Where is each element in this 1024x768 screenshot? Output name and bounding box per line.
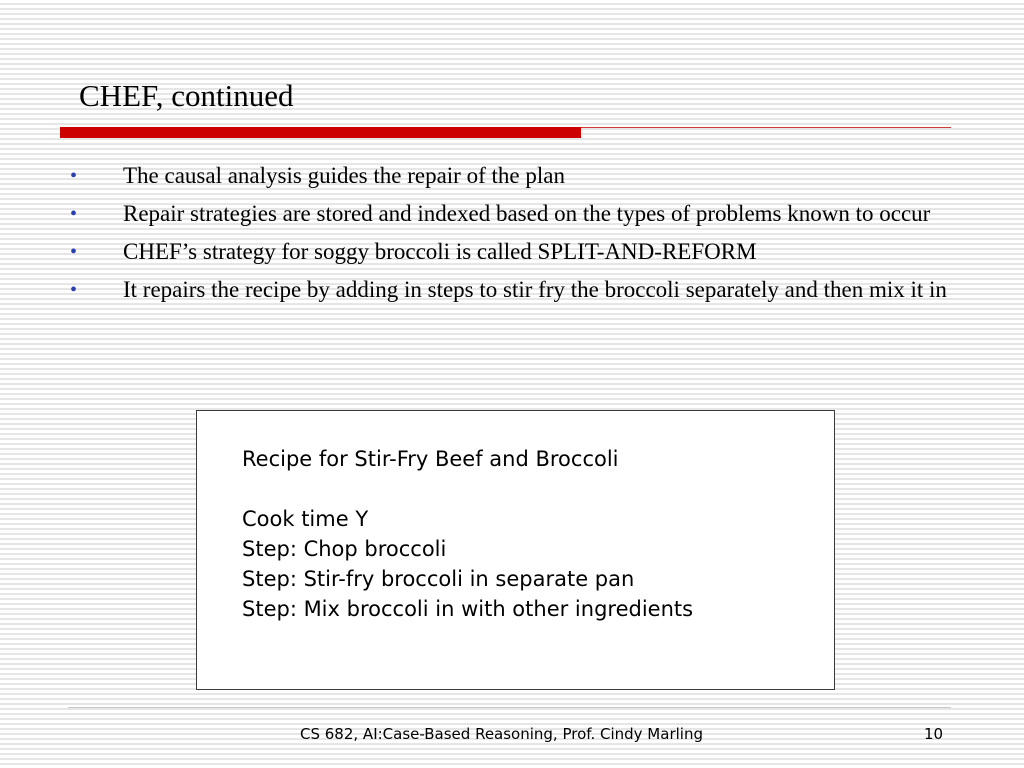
bullet-list bbox=[0, 159, 1024, 311]
bullet-icon: • bbox=[70, 203, 78, 225]
bullet-item bbox=[0, 159, 953, 193]
slide-title: CHEF, continued bbox=[79, 78, 294, 113]
recipe-box bbox=[196, 410, 835, 690]
bullet-text: Repair strategies are stored and indexed based on the types of problems known to occur bbox=[123, 201, 931, 226]
page-number: 10 bbox=[924, 725, 944, 743]
recipe-line: Cook time Y bbox=[242, 507, 369, 531]
bullet-text: It repairs the recipe by adding in steps to stir fry the broccoli separately and then mix it in bbox=[123, 277, 947, 302]
recipe-title: Recipe for Stir-Fry Beef and Broccoli bbox=[242, 447, 619, 471]
bullet-icon: • bbox=[70, 279, 78, 301]
footer-text: CS 682, AI:Case-Based Reasoning, Prof. Cindy Marling bbox=[300, 725, 703, 743]
bullet-icon: • bbox=[70, 165, 78, 187]
footer-divider bbox=[68, 707, 951, 708]
bullet-text: CHEF’s strategy for soggy broccoli is called SPLIT-AND-REFORM bbox=[123, 239, 757, 264]
recipe-line: Step: Chop broccoli bbox=[242, 537, 447, 561]
bullet-item bbox=[0, 197, 953, 231]
bullet-icon: • bbox=[70, 241, 78, 263]
bullet-item bbox=[0, 273, 953, 307]
bullet-item bbox=[0, 235, 953, 269]
bullet-text: The causal analysis guides the repair of the plan bbox=[123, 163, 565, 188]
title-underline-thick bbox=[60, 127, 581, 138]
recipe-line: Step: Mix broccoli in with other ingredients bbox=[242, 597, 694, 621]
recipe-line: Step: Stir-fry broccoli in separate pan bbox=[242, 567, 635, 591]
